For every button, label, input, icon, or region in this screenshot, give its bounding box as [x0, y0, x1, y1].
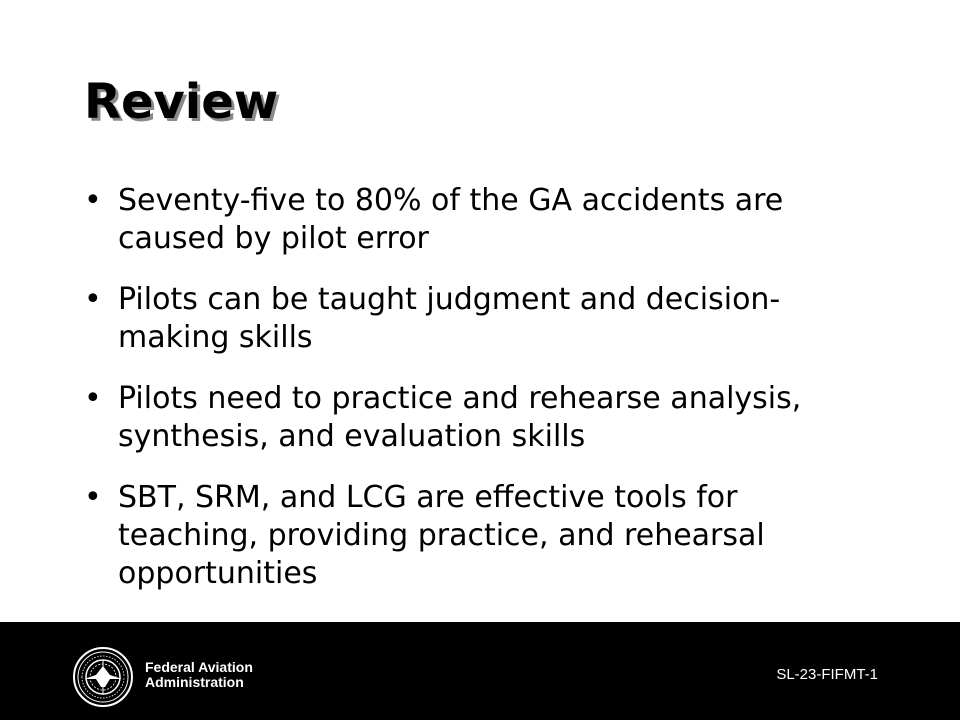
bullet-dot: •: [84, 282, 102, 317]
bullet-dot: •: [84, 381, 102, 416]
slide-title: Review: [84, 74, 279, 130]
bullet-item: [84, 182, 884, 258]
agency-name-line2: Administration: [145, 674, 244, 690]
agency-name-line1: Federal Aviation: [145, 659, 253, 675]
bullet-dot: •: [84, 183, 102, 218]
slide-code: SL-23-FIFMT-1: [776, 666, 878, 683]
bullet-dot: •: [84, 480, 102, 515]
bullet-item: [84, 479, 884, 593]
bullet-text: SBT, SRM, and LCG are effective tools for teaching, providing practice, and rehearsal opportunities: [118, 480, 765, 591]
bullet-item: [84, 281, 884, 357]
bullet-text: Seventy-five to 80% of the GA accidents are caused by pilot error: [118, 183, 784, 256]
bullet-text: Pilots can be taught judgment and decision-making skills: [118, 282, 781, 355]
bullet-text: Pilots need to practice and rehearse analysis, synthesis, and evaluation skills: [118, 381, 802, 454]
agency-name: [145, 660, 253, 690]
bullet-list: [84, 182, 884, 616]
footer-bar: [0, 622, 960, 720]
bullet-item: [84, 380, 884, 456]
faa-seal-icon: [72, 646, 134, 708]
